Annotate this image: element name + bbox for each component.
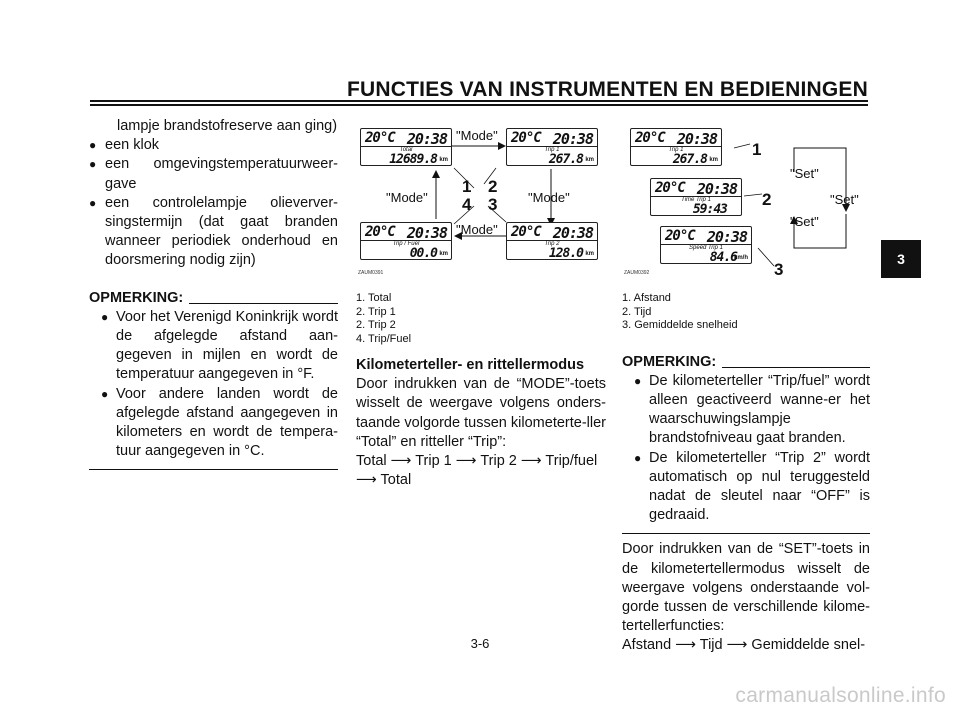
legend-item: 2. Trip 2 bbox=[356, 319, 396, 331]
lcd-value: 128.0 bbox=[548, 246, 583, 261]
trip-function-diagram bbox=[622, 124, 872, 284]
lcd-clock: 20:38 bbox=[406, 130, 447, 148]
lcd-temp: 20°C bbox=[655, 180, 685, 196]
body-paragraph: Door indrukken van de “MODE”-toets wisselt de weergave volgens onders-taande volgorde tussen kilometerte-ller “Total” en ritteller “Trip”: bbox=[356, 376, 606, 450]
section-tab[interactable]: 3 bbox=[881, 240, 921, 278]
lcd-clock: 20:38 bbox=[696, 180, 737, 198]
lcd-value: 84.6 bbox=[709, 250, 737, 265]
page-header-title: FUNCTIES VAN INSTRUMENTEN EN BEDIENINGEN bbox=[347, 78, 868, 101]
set-label: "Set" bbox=[830, 192, 859, 207]
lcd-value: 267.8 bbox=[548, 152, 583, 167]
callout-number: 4 bbox=[462, 195, 472, 214]
note-end-rule bbox=[622, 533, 870, 534]
function-sequence: Afstand ⟶ Tijd ⟶ Gemiddelde snel- bbox=[622, 637, 866, 654]
lcd-temp: 20°C bbox=[665, 228, 695, 244]
watermark[interactable]: carmanualsonline.info bbox=[735, 684, 946, 707]
lcd-display-distance bbox=[630, 128, 722, 166]
mode-sequence: Total ⟶ Trip 1 ⟶ Trip 2 ⟶ Trip/fuel ⟶ Total bbox=[356, 453, 598, 489]
body-paragraph: Door indrukken van de “SET”-toets in de kilometertellermodus wisselt de weergave volgens onderstaande vol-gorde tussen de verschillende kilome-tertellerfuncties: bbox=[622, 541, 870, 635]
lcd-unit: km/h bbox=[733, 255, 748, 261]
page-number: 3-6 bbox=[470, 636, 490, 651]
continuation-text: lampje brandstofreserve aan ging) bbox=[117, 118, 338, 134]
lcd-value: 00.0 bbox=[409, 246, 437, 261]
lcd-mode: Trip 1 bbox=[631, 146, 721, 153]
lcd-display-time bbox=[650, 178, 742, 216]
note-end-rule bbox=[89, 469, 338, 470]
list-item: ● een controlelampje olieverver-singstermijn (dat gaat branden wanneer periodiek onderhoud en doorsmering nodig zijn) bbox=[89, 194, 338, 271]
lcd-clock: 20:38 bbox=[406, 224, 447, 242]
lcd-unit: km bbox=[585, 157, 594, 163]
lcd-mode: Total bbox=[361, 146, 451, 153]
note-item: ● De kilometerteller “Trip/fuel” wordt alleen geactiveerd wanne-er het waarschuwingslampje brandstofniveau gaat branden. bbox=[622, 372, 870, 449]
lcd-unit: km bbox=[709, 157, 718, 163]
lcd-temp: 20°C bbox=[511, 130, 541, 146]
note-item: ● Voor het Verenigd Koninkrijk wordt de afgelegde afstand aan-gegeven in mijlen en wordt de temperatuur aangegeven in °F. bbox=[89, 308, 338, 385]
lcd-temp: 20°C bbox=[511, 224, 541, 240]
lcd-clock: 20:38 bbox=[706, 228, 747, 246]
lcd-temp: 20°C bbox=[365, 130, 395, 146]
lcd-mode: Time Trip 1 bbox=[651, 196, 741, 203]
legend-item: 2. Trip 1 bbox=[356, 305, 396, 318]
lcd-mode: Trip 2 bbox=[507, 240, 597, 247]
callout-number: 3 bbox=[774, 260, 784, 279]
lcd-value: 12689.8 bbox=[389, 152, 437, 167]
lcd-display-speed bbox=[660, 226, 752, 264]
callout-number: 1 bbox=[462, 177, 472, 196]
lcd-display-trip2 bbox=[506, 222, 598, 260]
lcd-unit: km bbox=[439, 157, 448, 163]
note-item: ● Voor andere landen wordt de afgelegde afstand aangegeven in kilometers en wordt de tempera-tuur aangegeven in °C. bbox=[89, 385, 338, 462]
lcd-display-trip1 bbox=[506, 128, 598, 166]
legend-item: 3. Gemiddelde snelheid bbox=[622, 319, 738, 331]
lcd-clock: 20:38 bbox=[552, 224, 593, 242]
set-label: "Set" bbox=[790, 214, 819, 229]
lcd-mode: Trip 1 bbox=[507, 146, 597, 153]
note-heading bbox=[89, 289, 338, 308]
lcd-temp: 20°C bbox=[365, 224, 395, 240]
callout-number: 2 bbox=[762, 190, 772, 209]
right-column bbox=[622, 292, 870, 656]
mode-label: "Mode" bbox=[456, 222, 498, 237]
figure-legend bbox=[356, 292, 606, 346]
list-item: ● een klok bbox=[89, 136, 338, 155]
mode-label: "Mode" bbox=[528, 190, 570, 205]
figure-ref-code: ZAUM0391 bbox=[358, 270, 384, 276]
lcd-mode: Speed Trip 1 bbox=[661, 244, 751, 251]
figure-ref-code: ZAUM0392 bbox=[624, 270, 650, 276]
lcd-unit: km bbox=[439, 251, 448, 257]
lcd-clock: 20:38 bbox=[552, 130, 593, 148]
section-subheading: Kilometerteller- en rittellermodus bbox=[356, 357, 585, 373]
lcd-value: 267.8 bbox=[672, 152, 707, 167]
lcd-unit: km bbox=[585, 251, 594, 257]
note-heading-text: OPMERKING: bbox=[622, 353, 717, 370]
legend-item: 4. Trip/Fuel bbox=[356, 332, 412, 345]
lcd-display-total bbox=[360, 128, 452, 166]
mode-label: "Mode" bbox=[386, 190, 428, 205]
figure-legend bbox=[622, 292, 870, 333]
note-item: ● De kilometerteller “Trip 2” wordt automatisch op nul teruggesteld nadat de sleutel naar “OFF” is gedraaid. bbox=[622, 449, 870, 526]
lcd-mode: Trip / Fuel bbox=[361, 240, 451, 247]
set-label: "Set" bbox=[790, 166, 819, 181]
legend-item: 1. Afstand bbox=[622, 292, 671, 304]
callout-number: 1 bbox=[752, 140, 762, 159]
lcd-clock: 20:38 bbox=[676, 130, 717, 148]
list-item: ● een omgevingstemperatuurweer-gave bbox=[89, 155, 338, 193]
callout-number: 2 bbox=[488, 177, 498, 196]
left-column bbox=[89, 117, 338, 470]
lcd-temp: 20°C bbox=[635, 130, 665, 146]
odometer-mode-diagram bbox=[356, 124, 606, 284]
note-heading bbox=[622, 353, 870, 372]
note-heading-text: OPMERKING: bbox=[89, 289, 184, 306]
mode-label: "Mode" bbox=[456, 128, 498, 143]
header-rule bbox=[90, 100, 868, 106]
legend-item: 2. Tijd bbox=[622, 305, 652, 318]
lcd-value: 59:43 bbox=[692, 202, 727, 217]
middle-column bbox=[356, 292, 606, 490]
lcd-display-trip-fuel bbox=[360, 222, 452, 260]
callout-number: 3 bbox=[488, 195, 498, 214]
legend-item: 1. Total bbox=[356, 292, 392, 304]
